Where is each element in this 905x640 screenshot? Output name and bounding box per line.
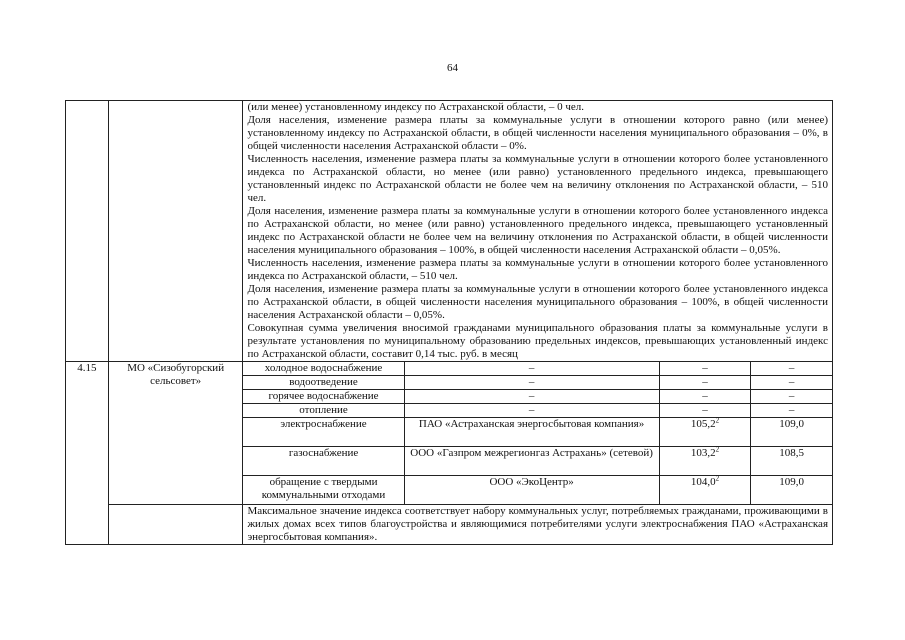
paragraph: (или менее) установленному индексу по Астраханской области, – 0 чел. <box>247 101 585 113</box>
service-name: холодное водоснабжение <box>243 362 404 376</box>
note-blank-cell <box>108 505 243 545</box>
service-row <box>66 362 833 376</box>
paragraph: Численность населения, изменение размера платы за коммунальные услуги в отношении которого более установленного индекса по Астраханской области, но менее (или равно) установленного предельного индекса, превышающего установленный индекс по Астраханской области не более чем на величину отклонения по Астраханской области, – 510 чел. <box>247 153 828 204</box>
service-name: водоотведение <box>243 376 404 390</box>
max-index-value: 108,5 <box>751 447 833 476</box>
index-value-cell <box>659 418 751 447</box>
service-name: газоснабжение <box>243 447 404 476</box>
service-name: обращение с твердыми коммунальными отходами <box>243 476 404 505</box>
footnote-marker: 2 <box>715 445 720 454</box>
max-index-value: – <box>751 404 833 418</box>
max-index-value: 109,0 <box>751 476 833 505</box>
max-index-value: 109,0 <box>751 418 833 447</box>
provider-name: – <box>404 390 659 404</box>
max-index-value: – <box>751 376 833 390</box>
service-name: электроснабжение <box>243 418 404 447</box>
service-name: отопление <box>243 404 404 418</box>
footnote-marker: 2 <box>715 474 720 483</box>
max-index-value: – <box>751 362 833 376</box>
municipality-name: МО «Сизобугорский сельсовет» <box>108 362 243 505</box>
continuation-number-cell <box>66 101 109 362</box>
footnote-marker: 2 <box>715 416 720 425</box>
service-name: горячее водоснабжение <box>243 390 404 404</box>
note-text: Максимальное значение индекса соответствует набору коммунальных услуг, потребляемых гражданами, проживающими в жилых домах всех типов благоустройства и являющимися потребителями услуги электроснабжения ПАО «Астраханская энергосбытовая компания». <box>247 505 828 543</box>
provider-name: – <box>404 362 659 376</box>
index-value: – <box>659 404 751 418</box>
index-value: 104,0 <box>690 476 716 488</box>
provider-name: ПАО «Астраханская энергосбытовая компания» <box>404 418 659 447</box>
index-value: – <box>659 362 751 376</box>
continuation-municipality-cell <box>108 101 243 362</box>
paragraph: Доля населения, изменение размера платы за коммунальные услуги в отношении которого равно (или менее) установленному индексу по Астраханской области, в общей численности населения муниципального образования – 0%, в общей численности населения Астраханской области – 0%. <box>247 114 828 152</box>
paragraph: Доля населения, изменение размера платы за коммунальные услуги в отношении которого более установленного индекса по Астраханской области, в общей численности населения муниципального образования – 100%, в общей численности населения Астраханской области – 0,05%. <box>247 283 828 321</box>
document-table <box>65 100 833 545</box>
provider-name: ООО «ЭкоЦентр» <box>404 476 659 505</box>
page-number: 64 <box>447 62 458 74</box>
provider-name: – <box>404 404 659 418</box>
index-value-cell <box>659 447 751 476</box>
continuation-text-cell <box>243 101 833 362</box>
index-value: 105,2 <box>690 418 716 430</box>
note-row <box>66 505 833 545</box>
index-value: – <box>659 390 751 404</box>
note-cell <box>243 505 833 545</box>
provider-name: – <box>404 376 659 390</box>
max-index-value: – <box>751 390 833 404</box>
paragraph: Численность населения, изменение размера платы за коммунальные услуги в отношении которого более установленного индекса по Астраханской области, – 510 чел. <box>247 257 828 282</box>
index-value: – <box>659 376 751 390</box>
entry-number: 4.15 <box>66 362 109 545</box>
provider-name: ООО «Газпром межрегионгаз Астрахань» (сетевой) <box>404 447 659 476</box>
index-value: 103,2 <box>690 447 716 459</box>
paragraph: Доля населения, изменение размера платы за коммунальные услуги в отношении которого более установленного индекса по Астраханской области, но менее (или равно) установленного предельного индекса, превышающего установленный индекс по Астраханской области не более чем на величину отклонения по Астраханской области, в общей численности населения муниципального образования – 100%, в общей численности населения Астраханской области – 0,05%. <box>247 205 828 256</box>
paragraph: Совокупная сумма увеличения вносимой гражданами муниципального образования платы за коммунальные услуги в результате установления по муниципальному образованию предельных индексов, превышающих установленный индекс по Астраханской области, составит 0,14 тыс. руб. в месяц <box>247 322 828 360</box>
continuation-row <box>66 101 833 362</box>
index-value-cell <box>659 476 751 505</box>
